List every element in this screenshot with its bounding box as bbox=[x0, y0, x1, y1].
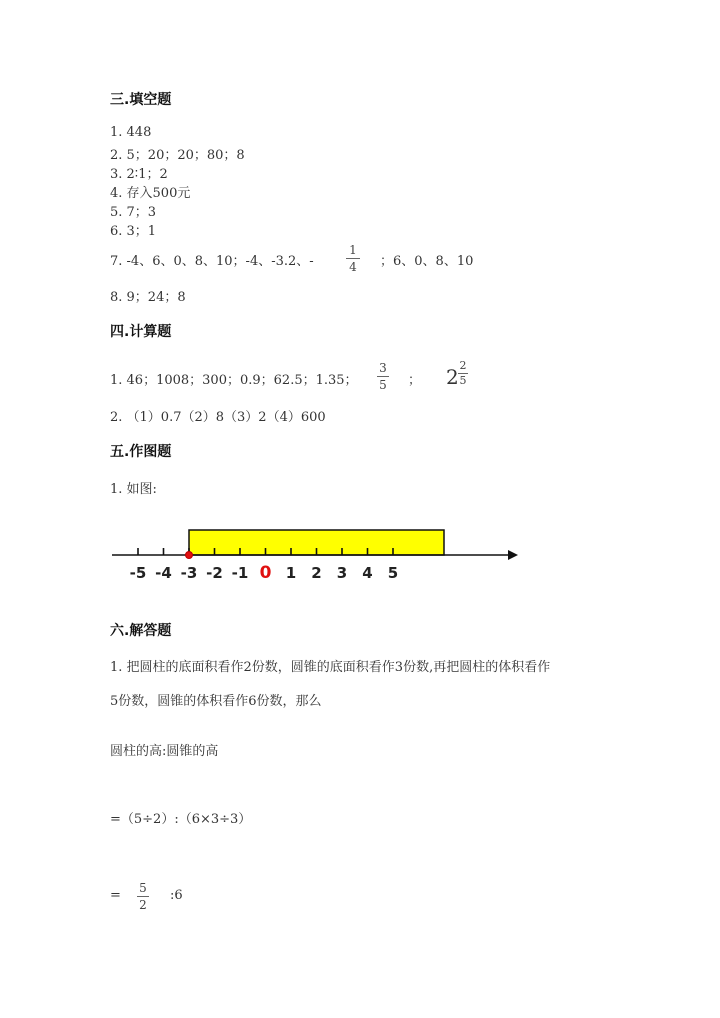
tick-label: 2 bbox=[311, 564, 322, 582]
answer-3-2: 2. 5；20；20；80；8 bbox=[110, 148, 245, 163]
tick-label: -5 bbox=[129, 564, 147, 582]
tick-label: 4 bbox=[362, 564, 373, 582]
answer-6-line-4: =（5÷2）:（6×3÷3） bbox=[110, 812, 252, 827]
tick-label: 1 bbox=[285, 564, 297, 582]
mixed-number-whole: 2 bbox=[446, 365, 459, 389]
tick-label: -4 bbox=[155, 564, 172, 582]
answer-3-1: 1. 448 bbox=[110, 125, 152, 140]
answer-3-8: 8. 9；24；8 bbox=[110, 290, 186, 305]
section-heading-calculation: 四.计算题 bbox=[110, 324, 172, 340]
fraction-denominator: 5 bbox=[379, 378, 387, 392]
tick-label: -2 bbox=[206, 564, 223, 582]
answer-3-7-part-b: ；6、0、8、10 bbox=[380, 254, 474, 269]
fraction-numerator: 3 bbox=[379, 361, 387, 375]
fraction-numerator: 5 bbox=[139, 881, 147, 895]
answer-6-line-5-eq: = bbox=[110, 888, 121, 903]
arrow-head bbox=[508, 550, 518, 560]
answer-6-line-5-tail: :6 bbox=[170, 888, 183, 903]
answer-3-4: 4. 存入500元 bbox=[110, 186, 191, 201]
fraction-numerator: 1 bbox=[349, 243, 357, 257]
fraction-denominator: 5 bbox=[459, 374, 467, 387]
tick-label: 0 bbox=[259, 563, 272, 583]
tick-label: 3 bbox=[336, 564, 348, 582]
answer-6-line-1: 1. 把圆柱的底面积看作2份数，圆锥的底面积看作3份数,再把圆柱的体积看作 bbox=[110, 660, 551, 675]
tick-label: -1 bbox=[231, 564, 249, 582]
fraction-denominator: 2 bbox=[139, 898, 147, 912]
answer-6-line-3: 圆柱的高:圆锥的高 bbox=[110, 744, 219, 759]
answer-3-3: 3. 2∶1；2 bbox=[110, 167, 168, 182]
fraction-denominator: 4 bbox=[349, 260, 357, 274]
tick-label: 5 bbox=[387, 564, 399, 582]
answer-6-line-2: 5份数，圆锥的体积看作6份数，那么 bbox=[110, 694, 322, 709]
section-heading-drawing: 五.作图题 bbox=[110, 444, 172, 460]
section-heading-solve: 六.解答题 bbox=[110, 623, 172, 639]
tick-label: -3 bbox=[180, 564, 198, 582]
fraction-numerator: 2 bbox=[459, 359, 467, 372]
section-heading-fill-blank: 三.填空题 bbox=[110, 92, 172, 108]
answer-4-2: 2. （1）0.7（2）8（3）2（4）600 bbox=[110, 410, 326, 425]
answer-3-6: 6. 3；1 bbox=[110, 224, 157, 239]
start-point bbox=[186, 552, 193, 559]
fraction-five-halves bbox=[137, 881, 149, 912]
answer-4-1: 1. 46；1008；300；0.9；62.5；1.35； bbox=[110, 373, 358, 388]
answer-3-5: 5. 7；3 bbox=[110, 205, 157, 220]
answer-3-7-part-a: 7. -4、6、0、8、10；-4、-3.2、- bbox=[110, 254, 314, 269]
answer-5-1: 1. 如图: bbox=[110, 482, 157, 497]
separator: ； bbox=[408, 373, 422, 388]
